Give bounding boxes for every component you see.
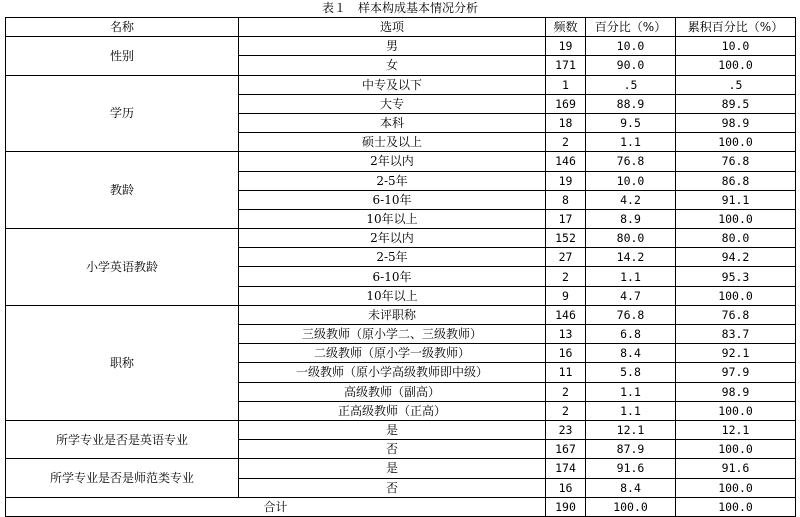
option-cell: 男 xyxy=(239,37,546,56)
percent-cell: 80.0 xyxy=(586,229,676,248)
sample-table xyxy=(5,17,796,517)
total-label: 合计 xyxy=(6,497,546,516)
table-row xyxy=(6,152,796,171)
cumulative-percent-cell: 80.0 xyxy=(676,229,796,248)
percent-cell: 1.1 xyxy=(586,133,676,152)
cumulative-percent-cell: 98.9 xyxy=(676,113,796,132)
percent-cell: 4.2 xyxy=(586,190,676,209)
frequency-cell: 2 xyxy=(546,382,586,401)
percent-cell: 5.8 xyxy=(586,363,676,382)
percent-cell: 9.5 xyxy=(586,113,676,132)
frequency-cell: 27 xyxy=(546,248,586,267)
percent-cell: 1.1 xyxy=(586,267,676,286)
table-row xyxy=(6,75,796,94)
total-percent: 100.0 xyxy=(586,497,676,516)
category-cell: 小学英语教龄 xyxy=(6,229,239,306)
option-cell: 2-5年 xyxy=(239,248,546,267)
frequency-cell: 171 xyxy=(546,56,586,75)
percent-cell: .5 xyxy=(586,75,676,94)
frequency-cell: 13 xyxy=(546,325,586,344)
column-header: 选项 xyxy=(239,18,546,37)
frequency-cell: 2 xyxy=(546,133,586,152)
frequency-cell: 2 xyxy=(546,267,586,286)
cumulative-percent-cell: 91.1 xyxy=(676,190,796,209)
frequency-cell: 174 xyxy=(546,459,586,478)
table-caption: 表１ 样本构成基本情况分析 xyxy=(321,1,478,15)
frequency-cell: 152 xyxy=(546,229,586,248)
percent-cell: 76.8 xyxy=(586,152,676,171)
option-cell: 中专及以下 xyxy=(239,75,546,94)
cumulative-percent-cell: 89.5 xyxy=(676,94,796,113)
option-cell: 未评职称 xyxy=(239,305,546,324)
cumulative-percent-cell: 91.6 xyxy=(676,459,796,478)
option-cell: 正高级教师（正高） xyxy=(239,401,546,420)
option-cell: 2年以内 xyxy=(239,229,546,248)
percent-cell: 8.4 xyxy=(586,344,676,363)
cumulative-percent-cell: 86.8 xyxy=(676,171,796,190)
cumulative-percent-cell: 100.0 xyxy=(676,440,796,459)
cumulative-percent-cell: 97.9 xyxy=(676,363,796,382)
frequency-cell: 16 xyxy=(546,344,586,363)
cumulative-percent-cell: 92.1 xyxy=(676,344,796,363)
cumulative-percent-cell: 83.7 xyxy=(676,325,796,344)
header-row xyxy=(6,18,796,37)
table-row xyxy=(6,229,796,248)
column-header: 百分比（%） xyxy=(586,18,676,37)
cumulative-percent-cell: 100.0 xyxy=(676,286,796,305)
cumulative-percent-cell: 76.8 xyxy=(676,152,796,171)
option-cell: 6-10年 xyxy=(239,190,546,209)
frequency-cell: 169 xyxy=(546,94,586,113)
option-cell: 大专 xyxy=(239,94,546,113)
cumulative-percent-cell: 95.3 xyxy=(676,267,796,286)
category-cell: 所学专业是否是英语专业 xyxy=(6,420,239,458)
cumulative-percent-cell: 100.0 xyxy=(676,133,796,152)
category-cell: 所学专业是否是师范类专业 xyxy=(6,459,239,497)
table-row xyxy=(6,459,796,478)
table-row xyxy=(6,420,796,439)
option-cell: 女 xyxy=(239,56,546,75)
option-cell: 三级教师（原小学二、三级教师） xyxy=(239,325,546,344)
option-cell: 二级教师（原小学一级教师） xyxy=(239,344,546,363)
frequency-cell: 16 xyxy=(546,478,586,497)
frequency-cell: 9 xyxy=(546,286,586,305)
percent-cell: 1.1 xyxy=(586,382,676,401)
frequency-cell: 146 xyxy=(546,305,586,324)
option-cell: 2年以内 xyxy=(239,152,546,171)
option-cell: 10年以上 xyxy=(239,209,546,228)
option-cell: 2-5年 xyxy=(239,171,546,190)
column-header: 累积百分比（%） xyxy=(676,18,796,37)
total-row xyxy=(6,497,796,516)
percent-cell: 4.7 xyxy=(586,286,676,305)
frequency-cell: 1 xyxy=(546,75,586,94)
table-row xyxy=(6,305,796,324)
percent-cell: 91.6 xyxy=(586,459,676,478)
cumulative-percent-cell: 100.0 xyxy=(676,401,796,420)
cumulative-percent-cell: 10.0 xyxy=(676,37,796,56)
frequency-cell: 19 xyxy=(546,171,586,190)
category-cell: 职称 xyxy=(6,305,239,420)
percent-cell: 76.8 xyxy=(586,305,676,324)
option-cell: 一级教师（原小学高级教师即中级） xyxy=(239,363,546,382)
frequency-cell: 23 xyxy=(546,420,586,439)
category-cell: 性别 xyxy=(6,37,239,75)
option-cell: 否 xyxy=(239,440,546,459)
percent-cell: 12.1 xyxy=(586,420,676,439)
cumulative-percent-cell: 12.1 xyxy=(676,420,796,439)
column-header: 频数 xyxy=(546,18,586,37)
option-cell: 10年以上 xyxy=(239,286,546,305)
percent-cell: 10.0 xyxy=(586,37,676,56)
cumulative-percent-cell: 100.0 xyxy=(676,209,796,228)
cumulative-percent-cell: 76.8 xyxy=(676,305,796,324)
frequency-cell: 19 xyxy=(546,37,586,56)
total-frequency: 190 xyxy=(546,497,586,516)
total-cumulative-percent: 100.0 xyxy=(676,497,796,516)
option-cell: 硕士及以上 xyxy=(239,133,546,152)
frequency-cell: 167 xyxy=(546,440,586,459)
table-row xyxy=(6,37,796,56)
category-cell: 教龄 xyxy=(6,152,239,229)
percent-cell: 10.0 xyxy=(586,171,676,190)
percent-cell: 1.1 xyxy=(586,401,676,420)
percent-cell: 8.4 xyxy=(586,478,676,497)
percent-cell: 88.9 xyxy=(586,94,676,113)
option-cell: 否 xyxy=(239,478,546,497)
cumulative-percent-cell: 100.0 xyxy=(676,56,796,75)
percent-cell: 90.0 xyxy=(586,56,676,75)
option-cell: 本科 xyxy=(239,113,546,132)
option-cell: 是 xyxy=(239,420,546,439)
frequency-cell: 11 xyxy=(546,363,586,382)
frequency-cell: 18 xyxy=(546,113,586,132)
frequency-cell: 2 xyxy=(546,401,586,420)
cumulative-percent-cell: .5 xyxy=(676,75,796,94)
percent-cell: 8.9 xyxy=(586,209,676,228)
column-header: 名称 xyxy=(6,18,239,37)
percent-cell: 6.8 xyxy=(586,325,676,344)
frequency-cell: 17 xyxy=(546,209,586,228)
frequency-cell: 146 xyxy=(546,152,586,171)
frequency-cell: 8 xyxy=(546,190,586,209)
percent-cell: 14.2 xyxy=(586,248,676,267)
category-cell: 学历 xyxy=(6,75,239,152)
cumulative-percent-cell: 100.0 xyxy=(676,478,796,497)
option-cell: 是 xyxy=(239,459,546,478)
cumulative-percent-cell: 98.9 xyxy=(676,382,796,401)
option-cell: 高级教师（副高） xyxy=(239,382,546,401)
option-cell: 6-10年 xyxy=(239,267,546,286)
percent-cell: 87.9 xyxy=(586,440,676,459)
cumulative-percent-cell: 94.2 xyxy=(676,248,796,267)
